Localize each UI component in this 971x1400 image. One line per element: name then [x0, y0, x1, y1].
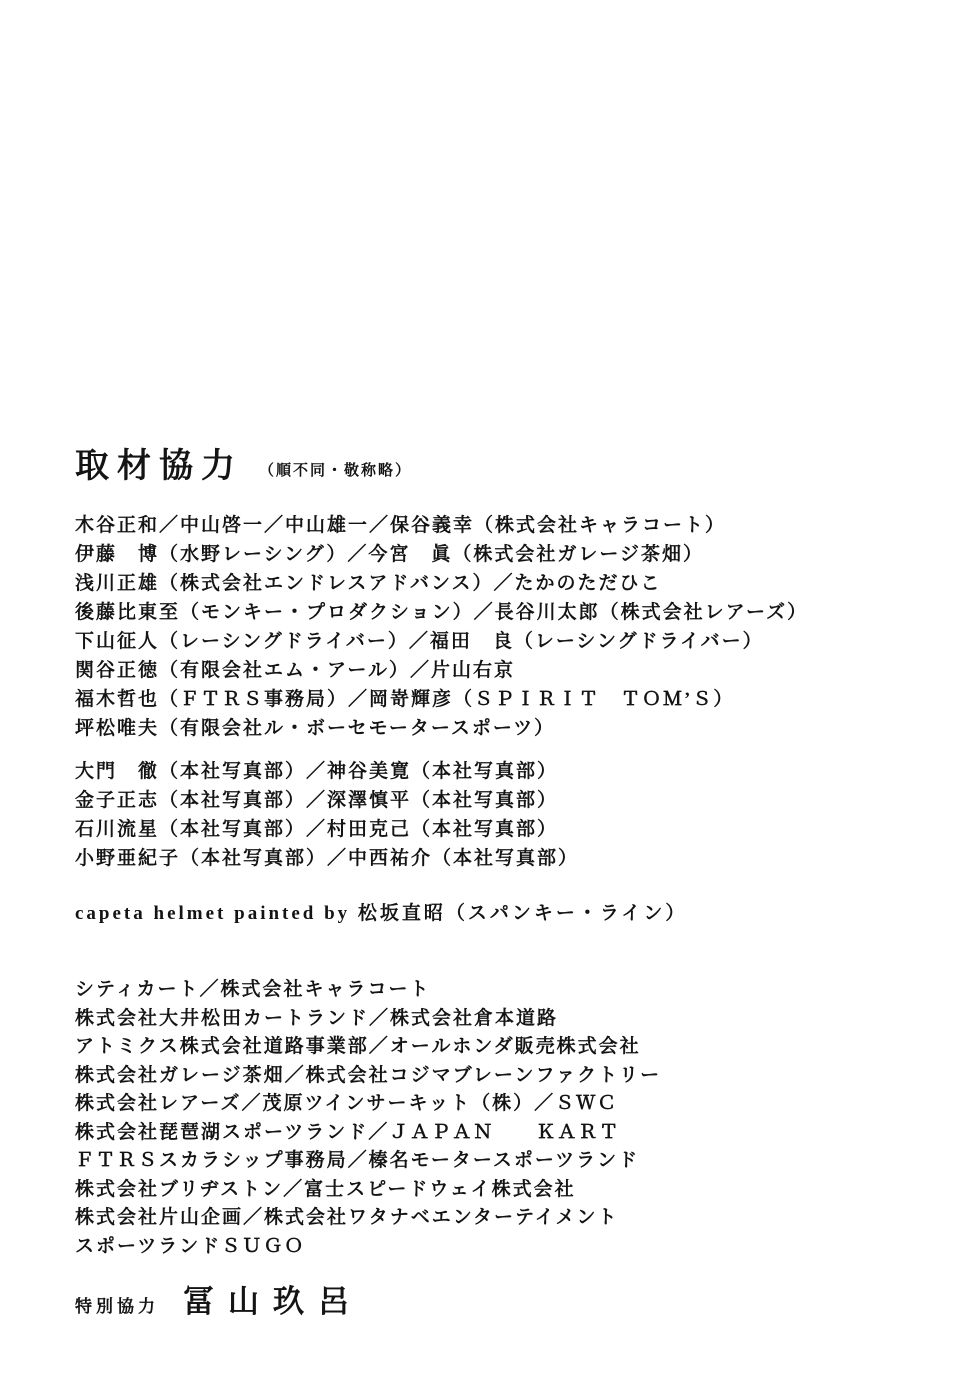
- company-line: 株式会社大井松田カートランド／株式会社倉本道路: [75, 1007, 559, 1029]
- credit-line: 伊藤 博（水野レーシング）／今宮 眞（株式会社ガレージ茶畑）: [75, 544, 704, 565]
- company-line: ＦＴＲＳスカラシップ事務局／榛名モータースポーツランド: [75, 1150, 640, 1171]
- page-title-note: （順不同・敬称略）: [259, 463, 413, 479]
- company-line: スポーツランドＳＵＧＯ: [75, 1235, 306, 1257]
- credit-line: 金子正志（本社写真部）／深澤慎平（本社写真部）: [75, 790, 559, 811]
- credit-line: 下山征人（レーシングドライバー）／福田 良（レーシングドライバー）: [75, 631, 764, 652]
- helmet-credit: [75, 899, 687, 928]
- company-line: シティカート／株式会社キャラコート: [75, 979, 431, 1000]
- page-title: 取材協力: [75, 448, 243, 485]
- company-line: 株式会社ガレージ茶畑／株式会社コジマブレーンファクトリー: [75, 1064, 662, 1086]
- credit-line: 石川流星（本社写真部）／村田克己（本社写真部）: [75, 819, 559, 840]
- credit-line: 坪松唯夫（有限会社ル・ボーセモータースポーツ）: [75, 718, 556, 739]
- credit-line: 大門 徹（本社写真部）／神谷美寛（本社写真部）: [75, 761, 559, 782]
- credit-line: 木谷正和／中山啓一／中山雄一／保谷義幸（株式会社キャラコート）: [75, 515, 727, 536]
- company-line: 株式会社ブリヂストン／富士スピードウェイ株式会社: [75, 1178, 576, 1200]
- company-line: 株式会社琵琶湖スポーツランド／ＪＡＰＡＮ ＫＡＲＴ: [75, 1121, 621, 1143]
- company-line: 株式会社レアーズ／茂原ツインサーキット（株）／ＳＷＣ: [75, 1093, 619, 1114]
- credits-photo-list: [75, 757, 579, 873]
- page-header: [75, 438, 412, 487]
- company-line: アトミクス株式会社道路事業部／オールホンダ販売株式会社: [75, 1036, 641, 1057]
- credits-people-list: [75, 511, 808, 743]
- companies-list: [75, 976, 661, 1261]
- credit-line: 小野亜紀子（本社写真部）／中西祐介（本社写真部）: [75, 848, 580, 869]
- credit-line: 福木哲也（ＦＴＲＳ事務局）／岡嵜輝彦（ＳＰＩＲＩＴ ＴＯＭ’Ｓ）: [75, 689, 735, 710]
- helmet-credit-line: capeta helmet painted by 松坂直昭（スパンキー・ライン）: [75, 903, 688, 924]
- credit-line: 後藤比東至（モンキー・プロダクション）／長谷川太郎（株式会社レアーズ）: [75, 602, 809, 623]
- credit-line: 関谷正徳（有限会社エム・アール）／片山右京: [75, 660, 516, 681]
- special-credit-label: 特別協力: [75, 1297, 159, 1316]
- company-line: 株式会社片山企画／株式会社ワタナベエンターテイメント: [75, 1207, 619, 1228]
- special-credit-name: 冨山玖呂: [183, 1284, 363, 1319]
- credit-line: 浅川正雄（株式会社エンドレスアドバンス）／たかのただひこ: [75, 573, 662, 594]
- special-credit: [75, 1276, 363, 1321]
